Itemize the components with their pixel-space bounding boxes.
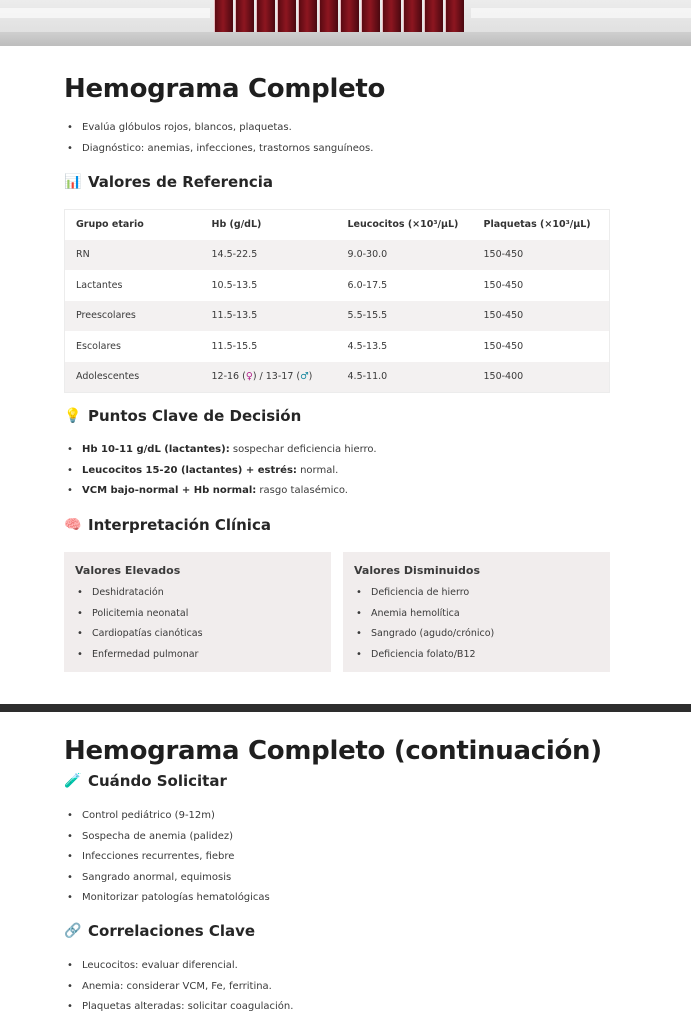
slide-1 [0,46,691,706]
section-title: Puntos Clave de Decisión [88,407,302,425]
slide-divider [0,704,691,712]
list-item: • Sangrado anormal, equimosis [66,870,270,891]
bar-chart-icon: 📊 [64,174,82,190]
bullet-bold: Leucocitos 15-20 (lactantes) + estrés: [82,464,297,476]
hero-photo-blood-tubes [0,0,691,46]
table-row [65,240,610,271]
table-cell: 150-450 [473,240,610,271]
table-cell: 150-450 [473,270,610,301]
table-row [65,301,610,332]
table-cell: 9.0-30.0 [337,240,473,271]
female-symbol-icon: ♀ [245,371,253,382]
card-low-values [343,552,610,672]
brain-icon: 🧠 [64,517,82,533]
list-item: • Sospecha de anemia (palidez) [66,829,270,850]
list-item: • Diagnóstico: anemias, infecciones, trastornos sanguíneos. [66,141,373,162]
section-title: Correlaciones Clave [88,922,256,940]
table-cell: 6.0-17.5 [337,270,473,301]
table-cell: Preescolares [65,301,201,332]
table-header-row [65,210,610,240]
list-item: • Enfermedad pulmonar [76,647,203,668]
table-cell-hb-adolescent [201,362,337,393]
reference-table [64,209,610,393]
table-cell: Escolares [65,331,201,362]
hb-female-range: 12-16 ( [211,371,246,382]
list-item: • Control pediátrico (9-12m) [66,808,270,829]
section-heading-interpretation [64,516,271,534]
table-cell: 150-400 [473,362,610,393]
table-cell: 14.5-22.5 [201,240,337,271]
list-item: • Policitemia neonatal [76,606,203,627]
card-list [76,585,203,667]
card-high-values [64,552,331,672]
table-cell: RN [65,240,201,271]
link-icon: 🔗 [64,923,82,939]
decision-bullets [66,442,377,504]
correlation-bullets [66,958,293,1020]
list-item: • Monitorizar patologías hematológicas [66,890,270,911]
section-title: Interpretación Clínica [88,516,271,534]
page-title-continuation: Hemograma Completo (continuación) [64,736,602,766]
intro-bullets [66,120,373,161]
col-header-leucocitos: Leucocitos (×10³/µL) [337,210,473,240]
col-header-group: Grupo etario [65,210,201,240]
list-item: • Leucocitos: evaluar diferencial. [66,958,293,979]
card-list [355,585,494,667]
table-cell: Lactantes [65,270,201,301]
list-item [66,463,377,484]
table-cell: 11.5-15.5 [201,331,337,362]
table-cell: 150-450 [473,331,610,362]
section-heading-when [64,772,227,790]
list-item [66,483,377,504]
bullet-text: rasgo talasémico. [256,485,348,496]
col-header-plaquetas: Plaquetas (×10³/µL) [473,210,610,240]
table-cell: 10.5-13.5 [201,270,337,301]
table-cell: 4.5-11.0 [337,362,473,393]
bullet-bold: VCM bajo-normal + Hb normal: [82,485,257,496]
bullet-text: sospechar deficiencia hierro. [229,444,377,455]
bullet-text: normal. [296,464,339,476]
list-item: • Plaquetas alteradas: solicitar coagulación. [66,999,293,1020]
list-item: • Cardiopatías cianóticas [76,626,203,647]
list-item: • Infecciones recurrentes, fiebre [66,849,270,870]
card-title: Valores Disminuidos [354,564,481,577]
table-row [65,331,610,362]
card-title: Valores Elevados [75,564,181,577]
table-cell: 5.5-15.5 [337,301,473,332]
list-item: • Deficiencia de hierro [355,585,494,606]
table-cell: Adolescentes [65,362,201,393]
hero-glare-left [0,8,210,18]
list-item: • Sangrado (agudo/crónico) [355,626,494,647]
col-header-hb: Hb (g/dL) [201,210,337,240]
hero-bench [0,32,691,46]
section-heading-correlations [64,922,255,940]
bullet-bold: Hb 10-11 g/dL (lactantes): [82,444,230,455]
test-tube-icon: 🧪 [64,773,82,789]
list-item: • Deshidratación [76,585,203,606]
table-cell: 150-450 [473,301,610,332]
table-cell: 11.5-13.5 [201,301,337,332]
table-row [65,270,610,301]
slide-2 [0,712,691,1024]
lightbulb-icon: 💡 [64,408,82,424]
list-item [66,442,377,463]
list-item: • Anemia: considerar VCM, Fe, ferritina. [66,979,293,1000]
hb-close-paren: ) [308,371,313,382]
table-row [65,362,610,393]
male-symbol-icon: ♂ [300,371,309,382]
hb-male-range: ) / 13-17 ( [252,371,301,382]
section-title: Valores de Referencia [88,173,274,191]
section-heading-reference [64,173,273,191]
page-title: Hemograma Completo [64,74,386,104]
list-item: • Anemia hemolítica [355,606,494,627]
hero-glare-right [471,8,691,18]
section-heading-decision [64,407,301,425]
section-title: Cuándo Solicitar [88,772,227,790]
table-cell: 4.5-13.5 [337,331,473,362]
when-bullets [66,808,270,911]
list-item: • Evalúa glóbulos rojos, blancos, plaquetas. [66,120,373,141]
list-item: • Deficiencia folato/B12 [355,647,494,668]
